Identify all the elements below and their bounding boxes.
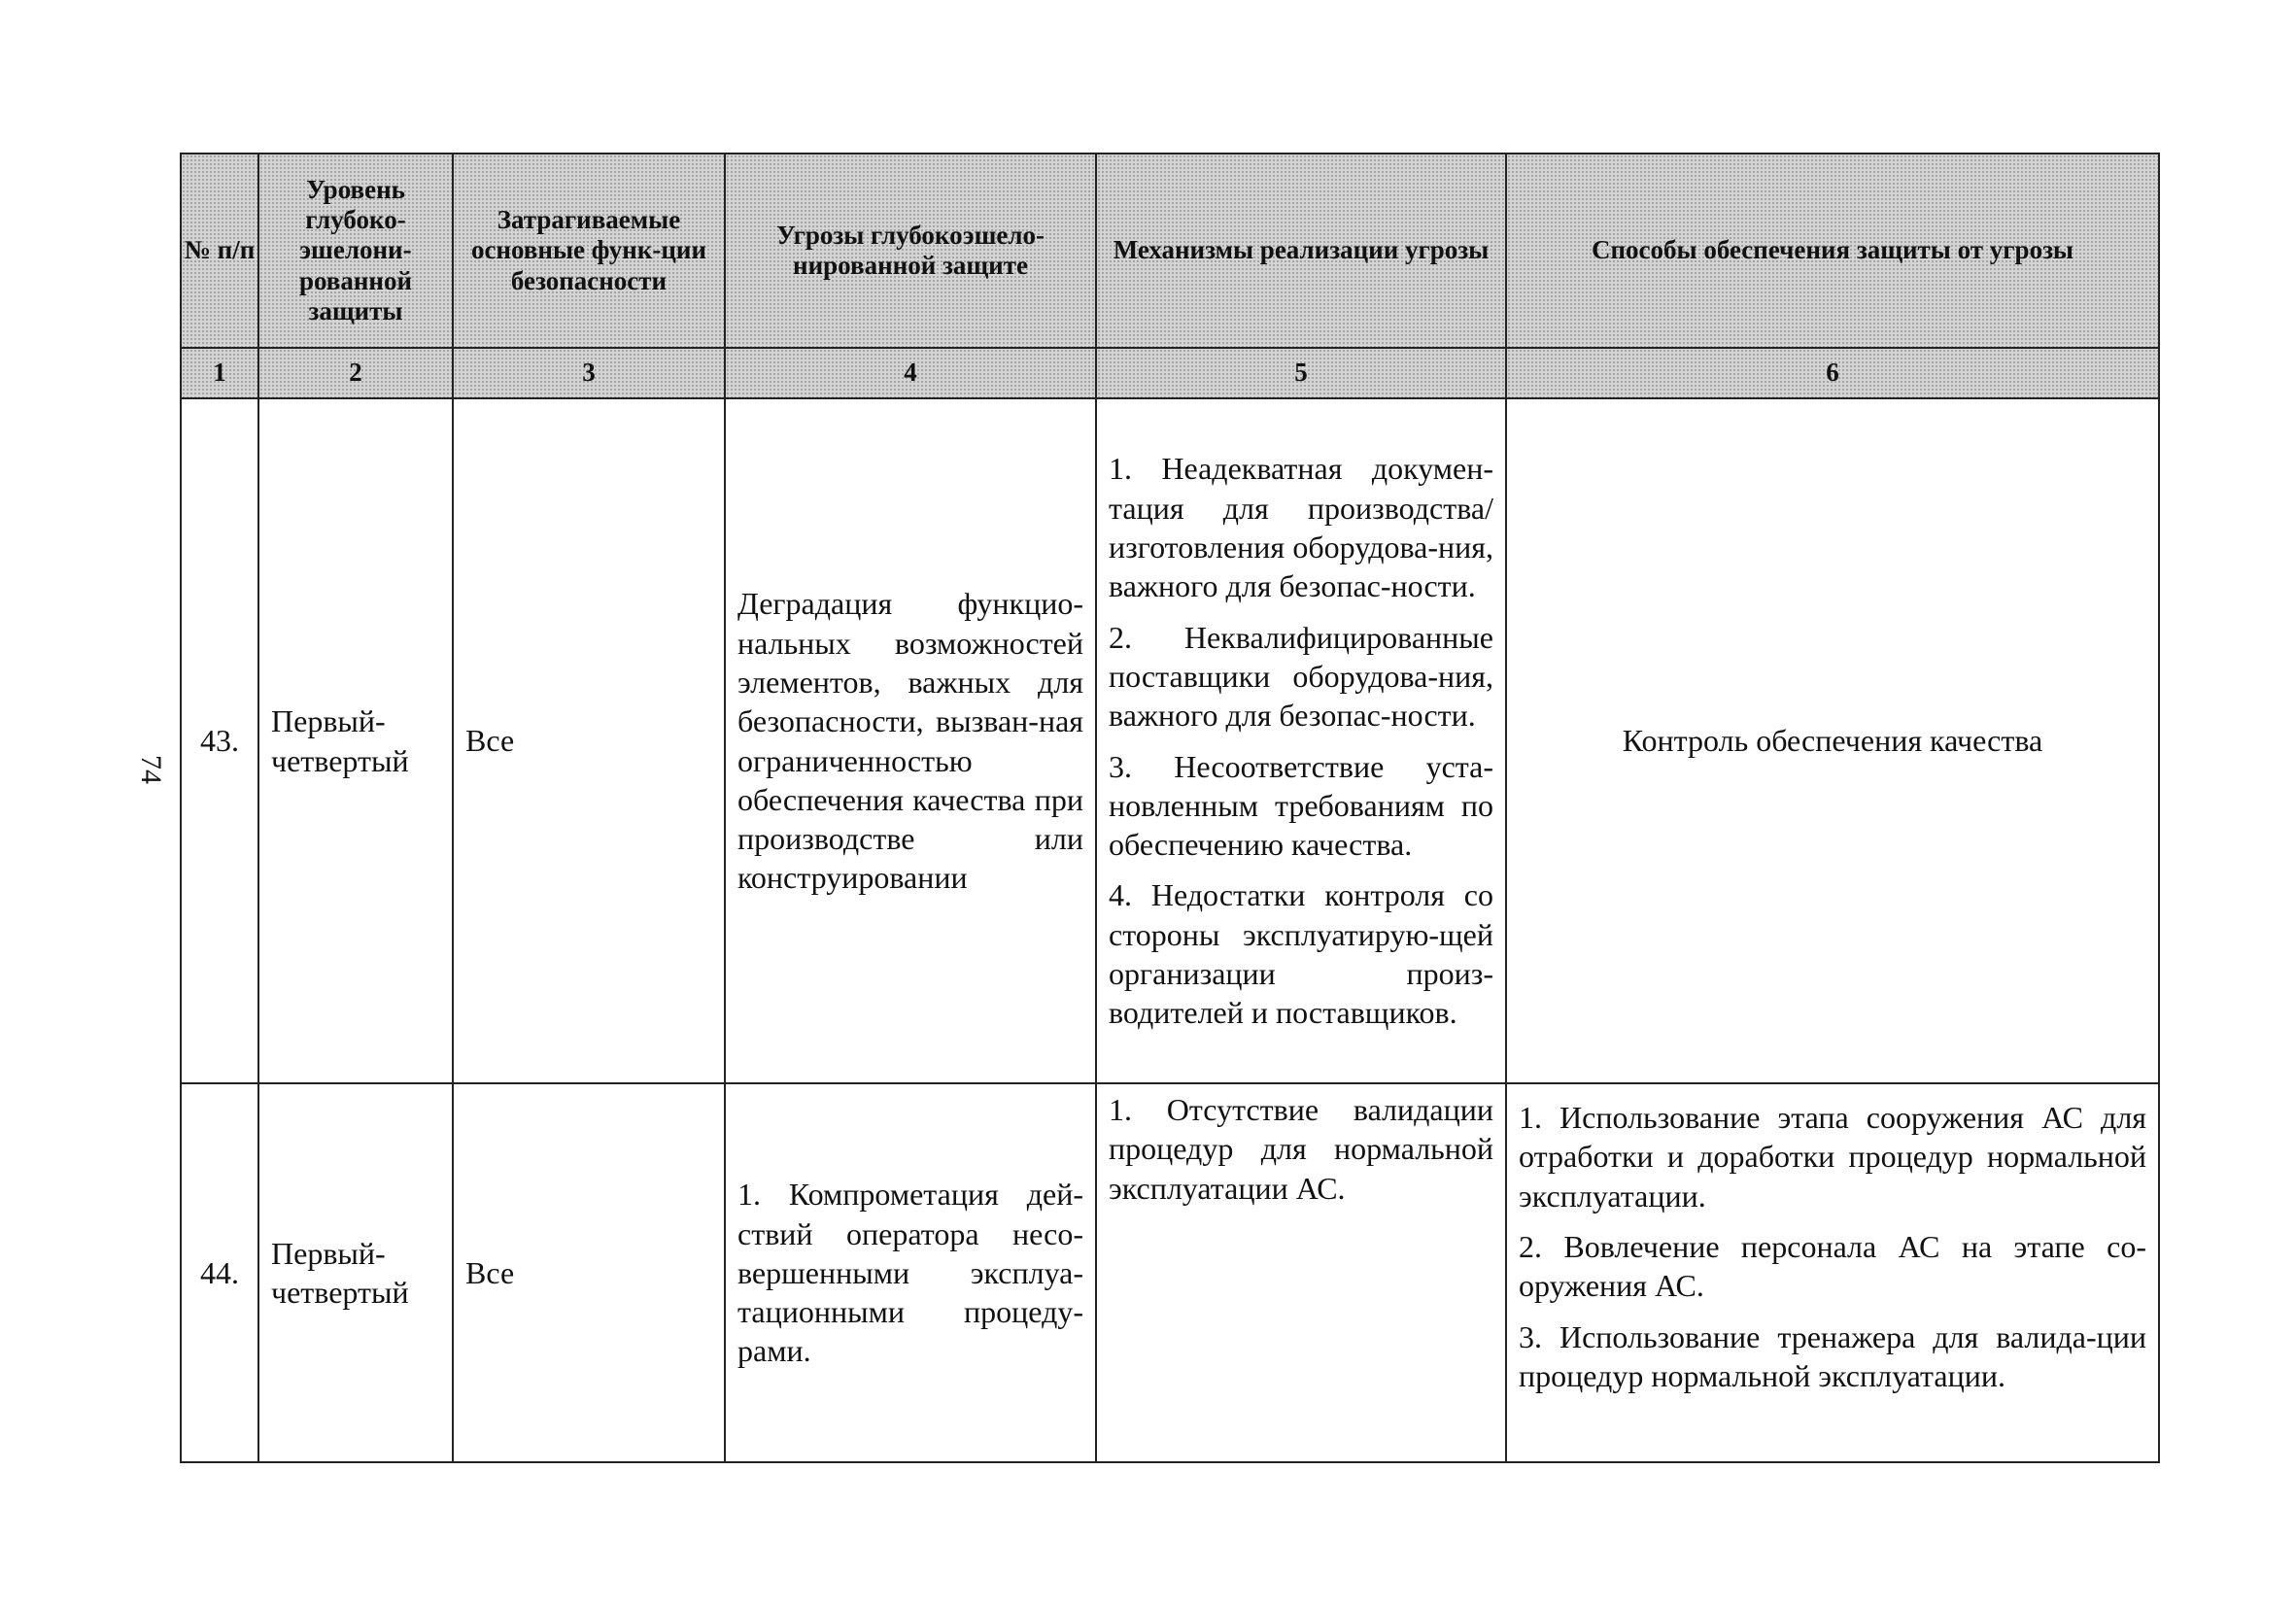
protection-cell [1506,398,2159,1083]
safety-functions-cell: Все [453,1083,725,1462]
mechanisms-cell [1096,1083,1506,1462]
header-threats: Угрозы глубокоэшело-нированной защите [725,154,1096,348]
mechanism-item: 1. Неадекватная докумен-тация для производства/ изготовления оборудова-ния, важного для безопас-ности. [1109,451,1493,604]
column-number: 3 [453,348,725,398]
header-protection-methods: Способы обеспечения защиты от угрозы [1506,154,2159,348]
column-number: 1 [181,348,258,398]
column-number: 4 [725,348,1096,398]
header-defense-level: Уровень глубоко-эшелони-рованной защиты [258,154,453,348]
defense-level-cell: Первый-четвертый [258,1083,453,1462]
threat-cell: Деградация функцио-нальных возможностей элементов, важных для безопасности, вызван-ная ограниченностью обеспечения качества при производстве или конструировании [725,398,1096,1083]
column-number: 2 [258,348,453,398]
mechanisms-cell [1096,398,1506,1083]
protection-cell [1506,1083,2159,1462]
table-row [181,398,2159,1083]
protection-item: 3. Использование тренажера для валида-ции процедур нормальной эксплуатации. [1519,1318,2146,1393]
protection-item: 2. Вовлечение персонала АС на этапе со-оружения АС. [1519,1228,2146,1304]
table-row [181,1083,2159,1462]
header-number: № п/п [181,154,258,348]
row-number: 44. [181,1083,258,1462]
mechanism-item: 1. Отсутствие валидации процедур для нормальной эксплуатации АС. [1109,1092,1493,1206]
mechanism-item: 2. Неквалифицированные поставщики оборудова-ния, важного для безопас-ности. [1109,619,1493,734]
row-number: 43. [181,398,258,1083]
page-number: 74 [135,755,167,784]
mechanism-item: 4. Недостатки контроля со стороны эксплуатирую-щей организации произ-водителей и поставщиков. [1109,877,1493,1031]
protection-item: 1. Использование этапа сооружения АС для отработки и доработки процедур нормальной эксплуатации. [1519,1100,2146,1214]
column-number: 6 [1506,348,2159,398]
safety-functions-cell: Все [453,398,725,1083]
column-number-row [181,348,2159,398]
header-safety-functions: Затрагиваемые основные функ-ции безопасности [453,154,725,348]
table-header-row [181,154,2159,348]
mechanism-item: 3. Несоответствие уста-новленным требованиям по обеспечению качества. [1109,748,1493,863]
column-number: 5 [1096,348,1506,398]
defense-level-cell: Первый-четвертый [258,398,453,1083]
protection-item: Контроль обеспечения качества [1622,723,2043,759]
threat-table [180,153,2160,1463]
header-mechanisms: Механизмы реализации угрозы [1096,154,1506,348]
threat-cell: 1. Компрометация дей-ствий оператора несо-вершенными эксплуа-тационными процеду-рами. [725,1083,1096,1462]
